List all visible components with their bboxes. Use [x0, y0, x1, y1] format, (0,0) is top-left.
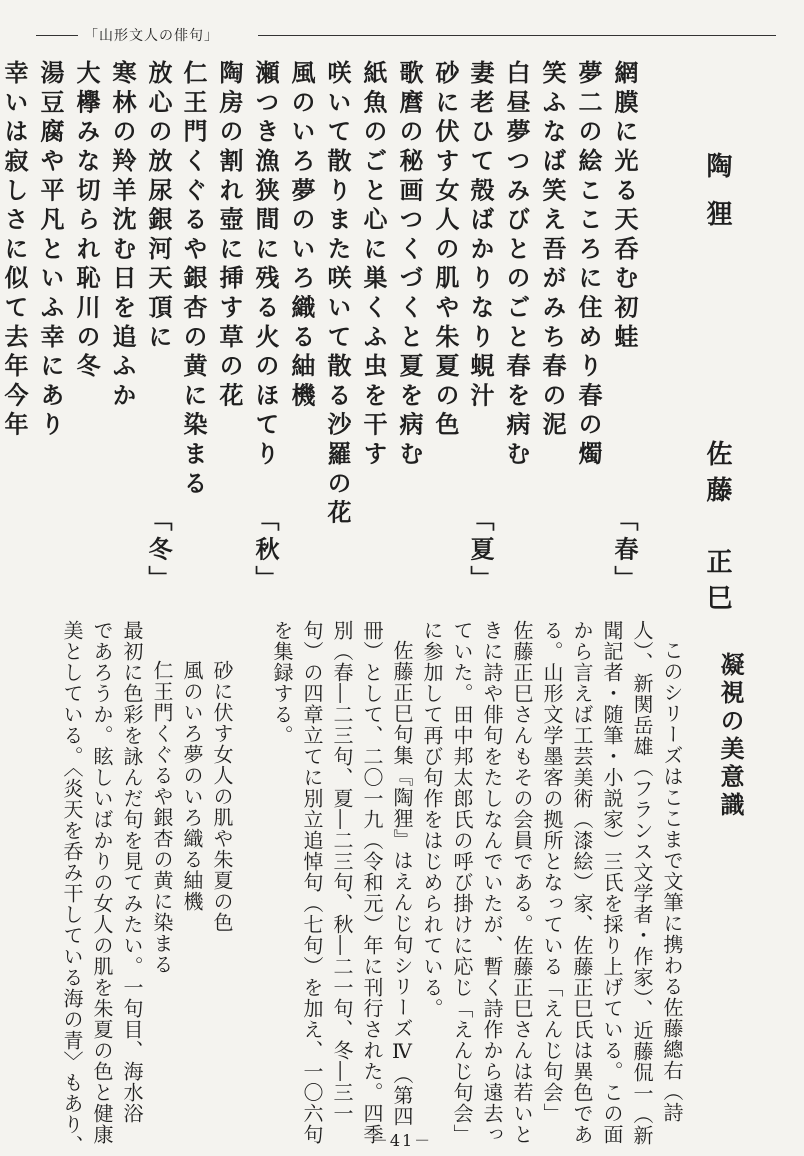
running-header: [36, 24, 776, 46]
header-title: 「山形文人の俳句」: [84, 28, 219, 44]
header-rule-left: [36, 35, 78, 36]
haiku-line: 紙魚のごと心に巣くふ虫を干す: [359, 60, 388, 471]
quoted-haiku: 砂に伏す女人の肌や朱夏の色: [210, 660, 234, 933]
haiku-line: 笑ふなば笑え吾がみち春の泥: [538, 60, 567, 441]
work-title: 陶狸: [702, 152, 732, 248]
essay-line: 佐藤正巳句集『陶狸』はえんじ句シリーズⅣ（第四: [390, 640, 414, 1127]
quoted-haiku: 風のいろ夢のいろ織る紬機: [180, 660, 204, 912]
essay-line: 句）の四章立てに別立追悼句（七句）を加え、一〇六句: [300, 620, 324, 1145]
haiku-line: 寒林の羚羊沈む日を追ふか: [108, 60, 137, 412]
essay-line: であろうか。眩しいばかりの女人の肌を朱夏の色と健康: [90, 620, 114, 1145]
essay-line: を集録する。: [270, 620, 294, 746]
essay-line: 人）、新関岳雄（フランス文学者・作家）、近藤侃一（新: [630, 620, 654, 1146]
season-tag: 「秋」: [251, 507, 280, 595]
essay-line: このシリーズはここまで文筆に携わる佐藤總右（詩: [660, 640, 684, 1123]
haiku-line: 白昼夢つみびとのごと春を病む: [502, 60, 531, 471]
haiku-line: 風のいろ夢のいろ織る紬機: [287, 60, 316, 412]
haiku-line: 妻老ひて殻ばかりなり蜆汁 「夏」: [466, 60, 495, 595]
essay-line: に参加して再び句作をはじめられている。: [420, 620, 444, 1019]
haiku-line: 陶房の割れ壺に挿す草の花: [215, 60, 244, 412]
essay-line: 冊）として、二〇一九（令和元）年に刊行された。四季: [360, 620, 384, 1145]
haiku-line: 砂に伏す女人の肌や朱夏の色: [431, 60, 460, 441]
essay-line: から言えば工芸美術（漆絵）家、佐藤正巳氏は異色であ: [570, 620, 594, 1145]
page-number: －41－: [371, 1131, 433, 1150]
haiku-line: 歌麿の秘画つくづくと夏を病む: [395, 60, 424, 471]
haiku-line: 湯豆腐や平凡といふ幸にあり: [36, 60, 65, 441]
haiku-line: 大欅みな切られ恥川の冬: [72, 60, 101, 383]
season-tag: 「冬」: [144, 507, 173, 595]
essay-line: る。山形文学墨客の拠所となっている「えんじ句会」: [540, 620, 564, 1124]
essay-heading: 凝視の美意識: [716, 652, 745, 820]
haiku-line: 夢二の絵こころに住めり春の燭: [574, 60, 603, 471]
essay-line: きに詩や俳句をたしなんでいたが、暫く詩作から遠去っ: [480, 620, 504, 1145]
season-tag: 「春」: [610, 507, 639, 595]
essay-line: 別（春―二三句、夏―二三句、秋―二一句、冬―三一: [330, 620, 354, 1124]
essay-line: 佐藤正巳さんもその会員である。佐藤正巳さんは若いと: [510, 620, 534, 1145]
author-name: 佐藤 正巳: [702, 440, 732, 620]
haiku-line: 幸いは寂しさに似て去年今年: [0, 60, 29, 441]
essay-line: 聞記者・随筆・小説家）三氏を採り上げている。この面: [600, 620, 624, 1145]
haiku-line: 放心の放尿銀河天頂に 「冬」: [144, 60, 173, 595]
quoted-haiku: 仁王門くぐるや銀杏の黄に染まる: [150, 660, 174, 975]
season-tag: 「夏」: [466, 507, 495, 595]
essay-line: 最初に色彩を詠んだ句を見てみたい。一句目、海水浴: [120, 620, 144, 1124]
haiku-line: 咲いて散りまた咲いて散る沙羅の花: [323, 60, 352, 529]
haiku-line: 瀬つき漁狭間に残る火のほてり 「秋」: [251, 60, 280, 595]
haiku-line: 網膜に光る天呑む初蛙 「春」: [610, 60, 639, 595]
essay-line: ていた。田中邦太郎氏の呼び掛けに応じ「えんじ句会」: [450, 620, 474, 1145]
essay-line: 美としている。〈炎天を呑み干している海の青〉もあり、: [60, 620, 84, 1156]
header-rule-right: [258, 35, 776, 36]
haiku-line: 仁王門くぐるや銀杏の黄に染まる: [179, 60, 208, 500]
